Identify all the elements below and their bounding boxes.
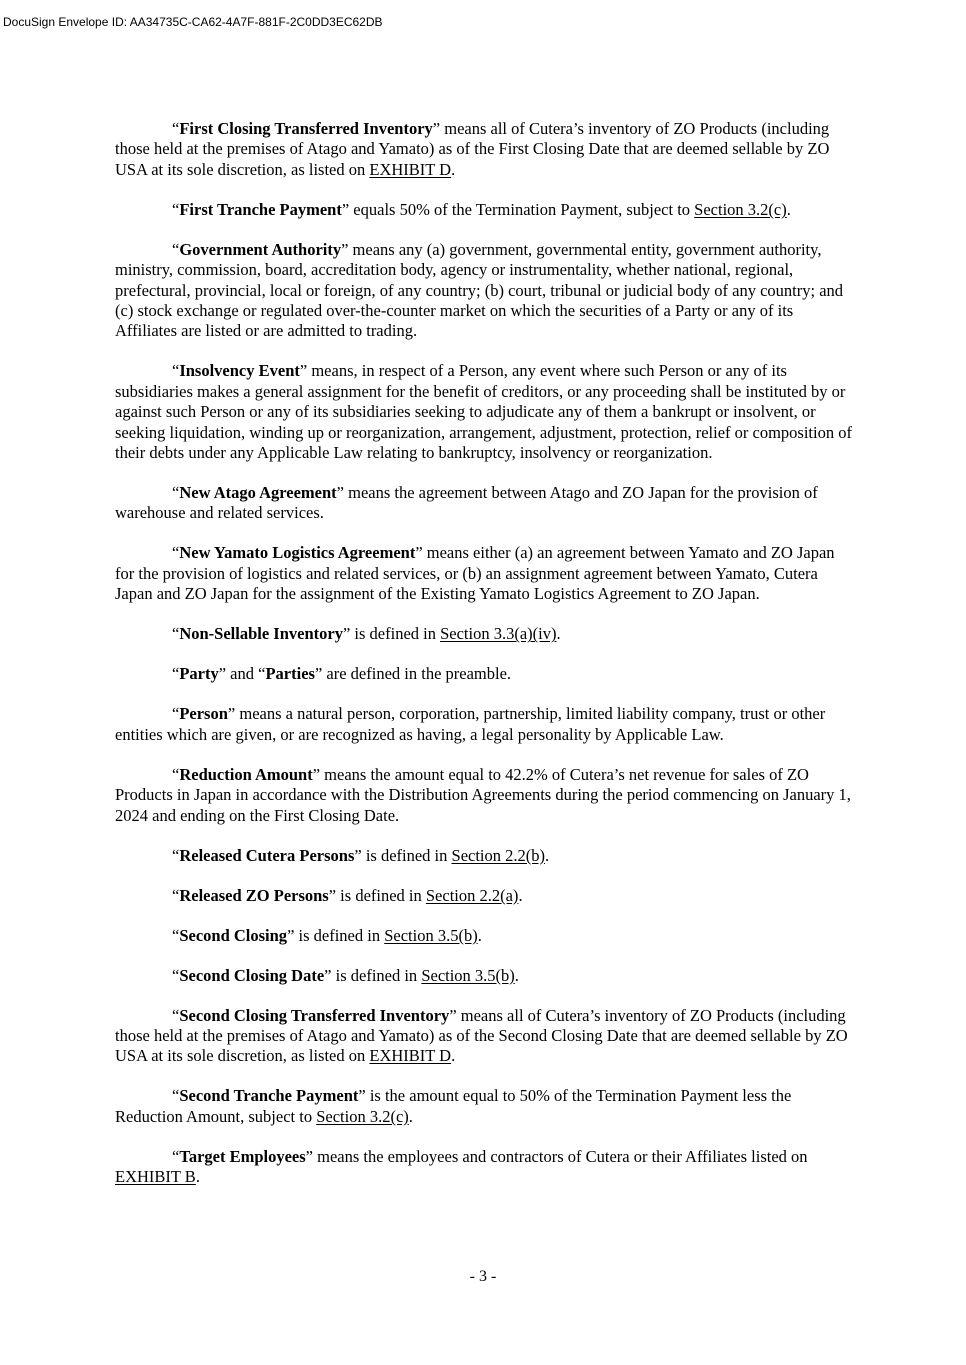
definition-text-end: . (408, 1106, 413, 1126)
defined-term: Target Employees (179, 1146, 306, 1166)
defined-term: First Tranche Payment (179, 199, 342, 219)
definition-text: ” is defined in (342, 624, 441, 644)
exhibit-d-reference: EXHIBIT D (369, 159, 452, 179)
defined-term-plural: Parties (265, 664, 315, 684)
definition-new-atago-agreement: “New Atago Agreement” means the agreement between Atago and ZO Japan for the provision of warehouse and related services. (115, 483, 818, 523)
definition-text: ” means any (a) government, governmental entity, government authority, ministry, commission, board, accreditation body, agency or instrumentality, whether national, regional, prefectural, provincial, local or foreign, of any country; (b) court, tribunal or judicial body of any country; and (c) stock exchange or regulated over-the-counter market on which the securities of a Party or any of its Affiliates are listed or are admitted to trading. (115, 239, 844, 341)
definition-text: ” means all of Cutera’s inventory of ZO Products (including those held at the premises of Atago and Yamato) as of the First Closing Date that are deemed sellable by ZO USA at its sole discretion, as listed on (115, 119, 830, 179)
definition-reduction-amount: “Reduction Amount” means the amount equal to 42.2% of Cutera’s net revenue for sales of ZO Products in Japan in accordance with the Distribution Agreements during the period commencing on January 1, 2024 and ending on the First Closing Date. (115, 764, 851, 825)
definition-text: ” means a natural person, corporation, partnership, limited liability company, trust or other entities which are given, or are recognized as having, a legal personality by Applicable Law. (115, 704, 826, 744)
defined-term: Government Authority (179, 239, 342, 259)
section-reference: Section 2.2(b) (451, 845, 545, 865)
definition-first-tranche-payment: “First Tranche Payment” equals 50% of the Termination Payment, subject to Section 3.2(c). (172, 199, 791, 219)
definition-text: ” means either (a) an agreement between Yamato and ZO Japan for the provision of logistics and related services, or (b) an assignment agreement between Yamato, Cutera Japan and ZO Japan for the assignment of the Existing Yamato Logistics Agreement to ZO Japan. (115, 543, 835, 604)
definition-released-zo-persons: “Released ZO Persons” is defined in Section 2.2(a). (172, 885, 523, 905)
defined-term: Person (179, 704, 228, 724)
defined-term: Insolvency Event (179, 361, 300, 381)
defined-term: Second Closing Date (179, 965, 325, 985)
definition-text-end: ” are defined in the preamble. (314, 664, 512, 684)
defined-term: Second Closing (179, 925, 288, 945)
definition-first-closing-transferred-inventory: “First Closing Transferred Inventory” means all of Cutera’s inventory of ZO Products (including those held at the premises of Atago and Yamato) as of the First Closing Date that are deemed sellable by ZO USA at its sole discretion, as listed on EXHIBIT D. (115, 119, 830, 179)
definition-text: ” means the agreement between Atago and ZO Japan for the provision of warehouse and related services. (115, 483, 818, 523)
definitions-body (115, 119, 855, 1207)
defined-term: New Atago Agreement (179, 483, 337, 503)
exhibit-b-reference: EXHIBIT B (115, 1167, 196, 1187)
definition-text: ” is defined in (324, 965, 422, 985)
section-reference: Section 3.5(b) (384, 925, 478, 945)
definition-text-end: . (451, 159, 456, 179)
envelope-id: DocuSign Envelope ID: AA34735C-CA62-4A7F-881F-2C0DD3EC62DB (3, 15, 383, 29)
definition-non-sellable-inventory: “Non-Sellable Inventory” is defined in Section 3.3(a)(iv). (172, 624, 561, 644)
section-reference: Section 3.3(a)(iv) (440, 624, 557, 644)
exhibit-d-reference: EXHIBIT D (369, 1046, 452, 1066)
defined-term: Party (179, 664, 219, 684)
definition-text-end: . (514, 965, 519, 985)
definition-text-end: . (195, 1167, 200, 1187)
definition-insolvency-event: “Insolvency Event” means, in respect of a Person, any event where such Person or any of its subsidiaries makes a general assignment for the benefit of creditors, or any proceeding shall be instituted by or against such Person or any of its subsidiaries seeking to adjudicate any of them a bankrupt or insolvent, or seeking liquidation, winding up or reorganization, arrangement, adjustment, protection, relief or composition of their debts under any Applicable Law relating to bankruptcy, insolvency or reorganization. (115, 361, 852, 463)
definition-text: ” is defined in (328, 885, 426, 905)
definition-person: “Person” means a natural person, corporation, partnership, limited liability company, trust or other entities which are given, or are recognized as having, a legal personality by Applicable Law. (115, 704, 826, 744)
section-reference: Section 3.5(b) (421, 965, 515, 985)
defined-term: First Closing Transferred Inventory (179, 119, 433, 138)
definition-text: ” means, in respect of a Person, any event where such Person or any of its subsidiaries makes a general assignment for the benefit of creditors, or any proceeding shall be instituted by or against such Person or any of its subsidiaries seeking to adjudicate any of them a bankrupt or insolvent, or seeking liquidation, winding up or reorganization, arrangement, adjustment, protection, relief or composition of their debts under any Applicable Law relating to bankruptcy, insolvency or reorganization. (115, 361, 852, 463)
definition-text-end: . (556, 624, 561, 644)
definition-second-tranche-payment: “Second Tranche Payment” is the amount equal to 50% of the Termination Payment less the Reduction Amount, subject to Section 3.2(c). (115, 1086, 792, 1126)
page-number: - 3 - (469, 1268, 497, 1285)
defined-term: Released ZO Persons (179, 885, 329, 905)
defined-term: Second Closing Transferred Inventory (179, 1005, 450, 1025)
defined-term: Non-Sellable Inventory (179, 624, 343, 644)
defined-term: Released Cutera Persons (179, 845, 355, 865)
defined-term: Second Tranche Payment (179, 1086, 359, 1106)
definition-text: ” is the amount equal to 50% of the Termination Payment less the Reduction Amount, subject to (115, 1086, 792, 1126)
definition-text: ” is defined in (287, 925, 385, 945)
definition-second-closing-transferred-inventory: “Second Closing Transferred Inventory” means all of Cutera’s inventory of ZO Products (including those held at the premises of Atago and Yamato) as of the Second Closing Date that are deemed sellable by ZO USA at its sole discretion, as listed on EXHIBIT D. (115, 1005, 848, 1066)
definition-party: “Party” and “Parties” are defined in the preamble. (172, 664, 512, 684)
definition-text-end: . (451, 1046, 456, 1066)
section-reference: Section 2.2(a) (425, 885, 519, 905)
definition-text: ” means all of Cutera’s inventory of ZO Products (including those held at the premises of Atago and Yamato) as of the Second Closing Date that are deemed sellable by ZO USA at its sole discretion, as listed on (115, 1005, 848, 1066)
section-reference: Section 3.2(c) (316, 1106, 409, 1126)
definition-text: ” and “ (218, 664, 266, 684)
definition-second-closing-date: “Second Closing Date” is defined in Section 3.5(b). (172, 965, 519, 985)
definition-text-end: . (518, 885, 523, 905)
definition-government-authority: “Government Authority” means any (a) government, governmental entity, government authority, ministry, commission, board, accreditation body, agency or instrumentality, whether national, regional, prefectural, provincial, local or foreign, of any country; (b) court, tribunal or judicial body of any country; and (c) stock exchange or regulated over-the-counter market on which the securities of a Party or any of its Affiliates are listed or are admitted to trading. (115, 239, 844, 341)
definition-second-closing: “Second Closing” is defined in Section 3.5(b). (172, 925, 482, 945)
definition-text-end: . (786, 199, 791, 219)
definition-text: ” means the amount equal to 42.2% of Cutera’s net revenue for sales of ZO Products in Japan in accordance with the Distribution Agreements during the period commencing on January 1, 2024 and ending on the First Closing Date. (115, 764, 851, 825)
definition-released-cutera-persons: “Released Cutera Persons” is defined in Section 2.2(b). (172, 845, 550, 865)
definition-text: ” equals 50% of the Termination Payment, subject to (341, 199, 695, 219)
definition-target-employees: “Target Employees” means the employees and contractors of Cutera or their Affiliates listed on EXHIBIT B. (115, 1146, 808, 1187)
definition-text-end: . (477, 925, 482, 945)
definition-text: ” means the employees and contractors of Cutera or their Affiliates listed on (305, 1146, 808, 1166)
definition-new-yamato-logistics-agreement: “New Yamato Logistics Agreement” means either (a) an agreement between Yamato and ZO Japan for the provision of logistics and related services, or (b) an assignment agreement between Yamato, Cutera Japan and ZO Japan for the assignment of the Existing Yamato Logistics Agreement to ZO Japan. (115, 543, 835, 604)
definition-text: ” is defined in (354, 845, 452, 865)
section-reference: Section 3.2(c) (694, 199, 787, 219)
defined-term: New Yamato Logistics Agreement (179, 543, 416, 563)
definition-text-end: . (545, 845, 550, 865)
defined-term: Reduction Amount (179, 764, 313, 784)
